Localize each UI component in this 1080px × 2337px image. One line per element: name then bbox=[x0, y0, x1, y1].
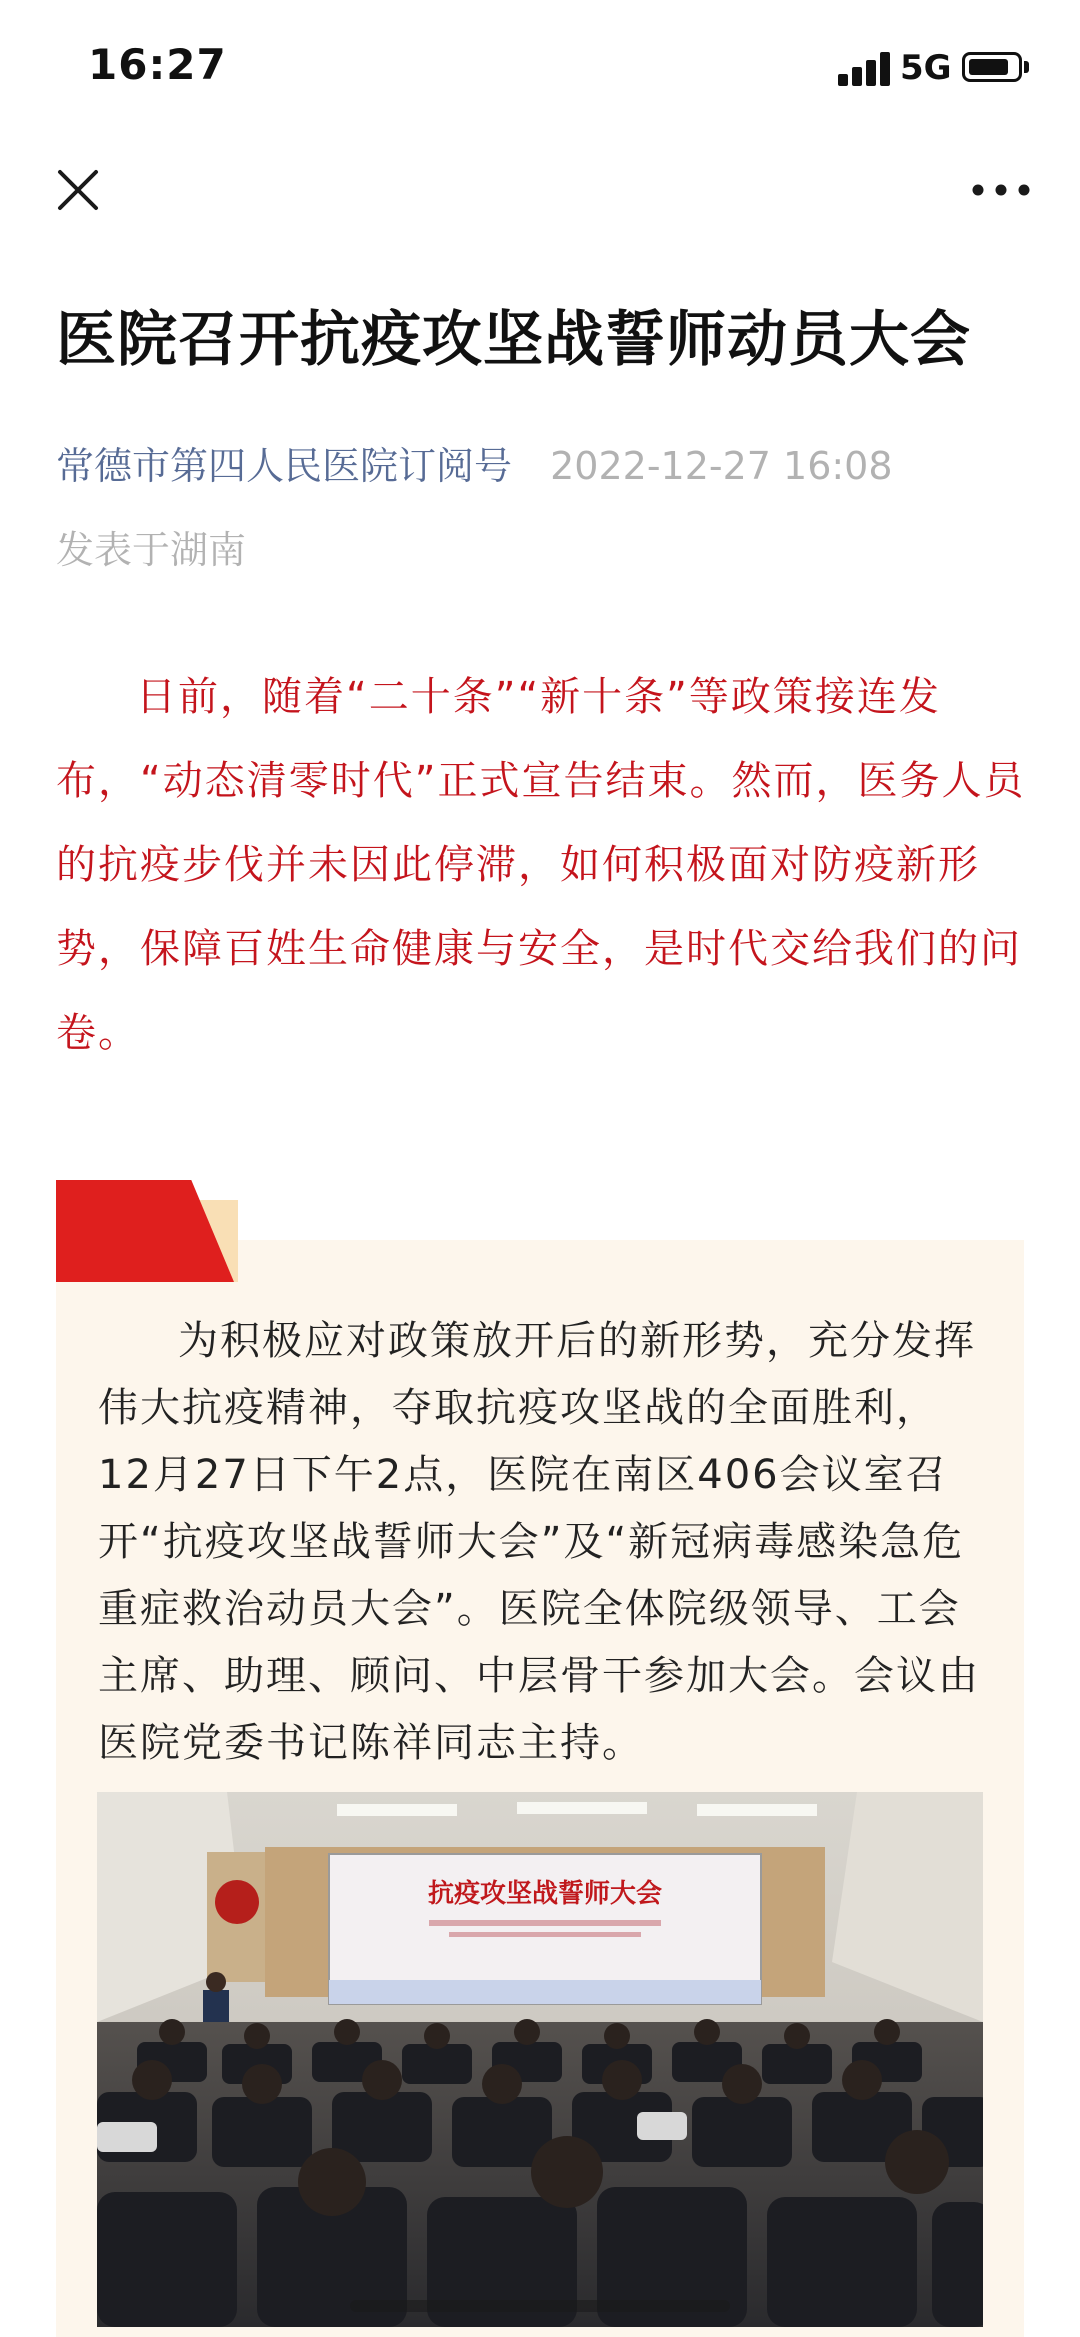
photo-screen-title: 抗疫攻坚战誓师大会 bbox=[427, 1879, 663, 1909]
section-paragraph: 为积极应对政策放开后的新形势，充分发挥伟大抗疫精神，夺取抗疫攻坚战的全面胜利，12月27日下午2点，医院在南区406会议室召开“抗疫攻坚战誓师大会”及“新冠病毒感染急危重症救治动员大会”。医院全体院级领导、工会主席、助理、顾问、中层骨干参加大会。会议由医院党委书记陈祥同志主持。 bbox=[98, 1318, 980, 1766]
publish-location: 发表于湖南 bbox=[56, 528, 247, 572]
battery-level bbox=[969, 59, 1008, 75]
status-time: 16:27 bbox=[88, 40, 227, 89]
signal-icon bbox=[838, 52, 890, 86]
intro-paragraph: 日前，随着“二十条”“新十条”等政策接连发布，“动态清零时代”正式宣告结束。然而，医务人员的抗疫步伐并未因此停滞，如何积极面对防疫新形势，保障百姓生命健康与安全，是时代交给我们的问卷。 bbox=[56, 674, 1026, 1056]
meeting-photo[interactable] bbox=[97, 1792, 983, 2327]
meeting-photo-illustration bbox=[97, 1792, 983, 2327]
network-label: 5G bbox=[900, 48, 952, 88]
battery-cap bbox=[1024, 61, 1029, 73]
close-button[interactable] bbox=[48, 160, 108, 220]
home-indicator[interactable] bbox=[350, 2300, 730, 2312]
status-bar bbox=[0, 0, 1080, 130]
article-meta bbox=[56, 424, 1036, 592]
nav-bar bbox=[0, 130, 1080, 250]
more-icon bbox=[966, 160, 1036, 220]
article-title: 医院召开抗疫攻坚战誓师动员大会 bbox=[56, 305, 971, 375]
section-tab-decoration bbox=[56, 1180, 234, 1282]
account-name-link[interactable]: 常德市第四人民医院订阅号 bbox=[56, 444, 513, 488]
more-button[interactable] bbox=[966, 160, 1036, 220]
battery-icon bbox=[962, 52, 1022, 82]
publish-time: 2022-12-27 16:08 bbox=[550, 444, 893, 488]
close-icon bbox=[48, 160, 108, 220]
